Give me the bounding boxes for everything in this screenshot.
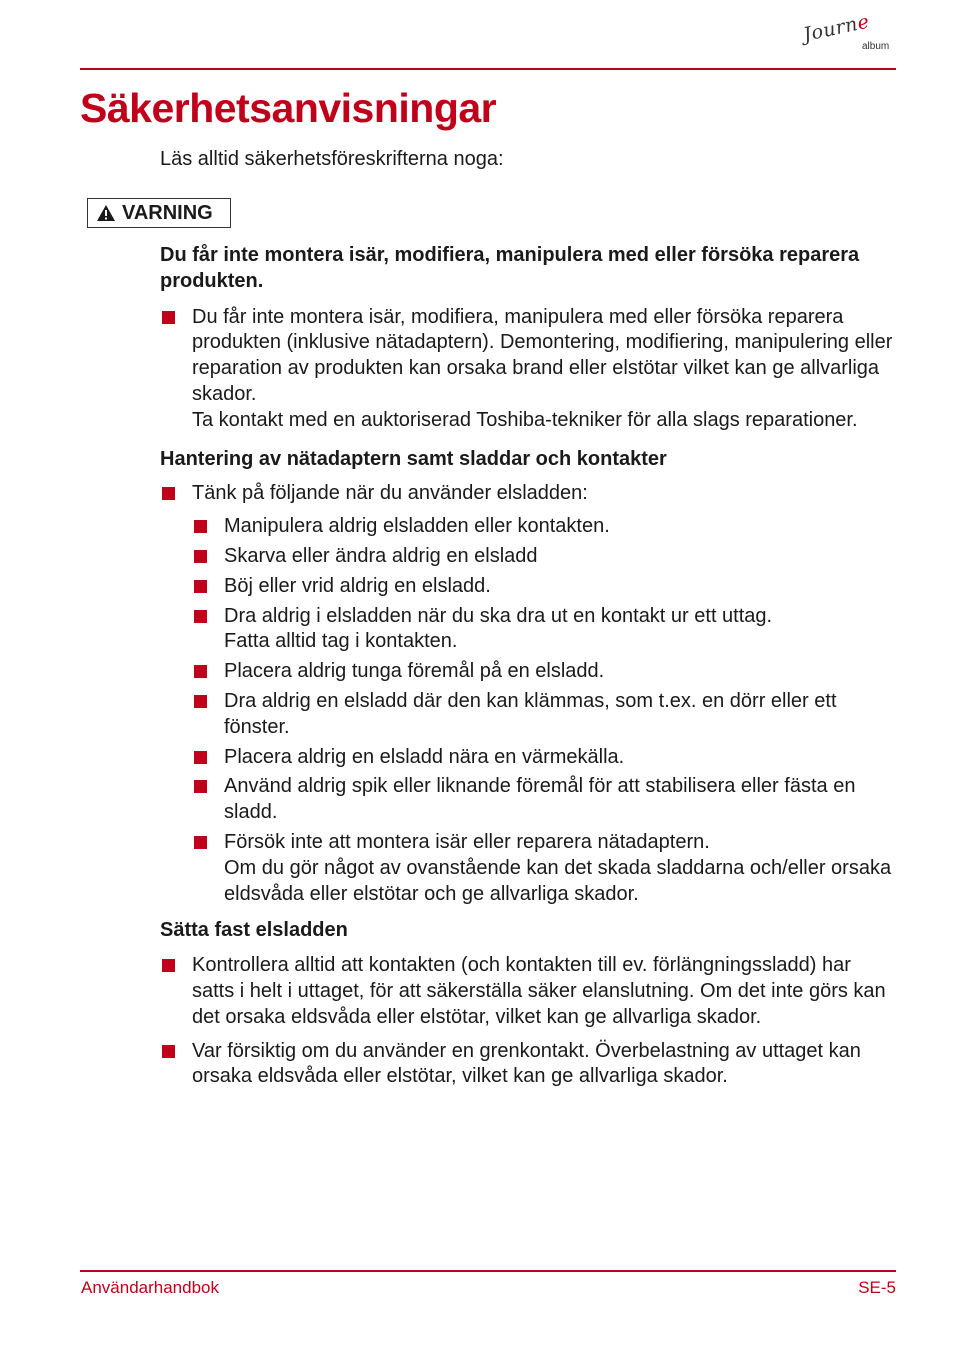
page-number: SE-5	[858, 1278, 896, 1297]
logo-sub: album	[862, 41, 890, 52]
square-bullet-icon	[194, 695, 207, 708]
list-item: Använd aldrig spik eller liknande föremål för att stabilisera eller fästa en sladd.	[192, 774, 895, 826]
section-heading-attach-cord: Sätta fast elsladden	[160, 919, 348, 942]
square-bullet-icon	[194, 665, 207, 678]
list-item: Manipulera aldrig elsladden eller kontakten.	[192, 514, 895, 540]
section-heading-adapter: Hantering av nätadaptern samt sladdar och kontakter	[160, 447, 667, 470]
list-item-text: Ta kontakt med en auktoriserad Toshiba-tekniker för alla slags reparationer.	[192, 408, 858, 431]
square-bullet-icon	[194, 550, 207, 563]
list-item: Placera aldrig en elsladd nära en värmekälla.	[192, 745, 895, 771]
section-heading-disassembly: Du får inte montera isär, modifiera, manipulera med eller försöka reparera produkten.	[160, 244, 860, 292]
list-item: Dra aldrig en elsladd där den kan klämmas, som t.ex. en dörr eller ett fönster.	[192, 689, 895, 741]
cord-rules-list	[192, 514, 895, 907]
adapter-list	[160, 481, 895, 907]
list-item-text: Du får inte montera isär, modifiera, manipulera med eller försöka reparera produkten (inklusive nätadaptern). Demontering, modifiering, manipulering eller reparation av produkten kan orsaka brand eller elstötar vilket kan ge allvarliga skador.	[192, 305, 893, 405]
warning-triangle-icon	[96, 204, 116, 222]
list-item	[160, 481, 895, 907]
attach-cord-list	[160, 953, 895, 1090]
square-bullet-icon	[194, 580, 207, 593]
list-item-text: Tänk på följande när du använder elsladden:	[192, 482, 588, 505]
list-item	[160, 305, 895, 434]
square-bullet-icon	[162, 1045, 175, 1058]
list-item	[160, 1039, 895, 1091]
square-bullet-icon	[162, 959, 175, 972]
square-bullet-icon	[194, 780, 207, 793]
warning-label-box	[87, 198, 231, 228]
square-bullet-icon	[162, 487, 175, 500]
list-item: Placera aldrig tunga föremål på en elsladd.	[192, 659, 895, 685]
intro-text: Läs alltid säkerhetsföreskrifterna noga:	[160, 148, 504, 170]
square-bullet-icon	[194, 610, 207, 623]
list-item: Böj eller vrid aldrig en elsladd.	[192, 574, 895, 600]
footer-manual-title: Användarhandbok	[81, 1278, 220, 1297]
logo-script: Journe	[801, 10, 872, 46]
list-item: Dra aldrig i elsladden när du ska dra ut en kontakt ur ett uttag. Fatta alltid tag i kontakten.	[192, 604, 895, 656]
list-item-text: Kontrollera alltid att kontakten (och kontakten till ev. förlängningssladd) har satts i helt i uttaget, för att säkerställa säker elanslutning. Om det inte görs kan det orsaka eldsvåda eller elstötar, vilket kan ge allvarliga skador.	[192, 954, 886, 1028]
list-item: Försök inte att montera isär eller reparera nätadaptern. Om du gör något av ovanstående kan det skada sladdarna och/eller orsaka eldsvåda eller elstötar och ge allvarliga skador.	[192, 830, 895, 907]
header-divider	[80, 68, 896, 70]
list-item: Skarva eller ändra aldrig en elsladd	[192, 544, 895, 570]
warning-label: VARNING	[122, 201, 213, 224]
disassembly-list	[160, 305, 895, 434]
list-item-text: Var försiktig om du använder en grenkontakt. Överbelastning av uttaget kan orsaka eldsvåda eller elstötar, vilket kan ge allvarliga skador.	[192, 1039, 861, 1088]
square-bullet-icon	[194, 751, 207, 764]
square-bullet-icon	[194, 520, 207, 533]
square-bullet-icon	[194, 836, 207, 849]
page-title: Säkerhetsanvisningar	[80, 85, 497, 131]
list-item	[160, 953, 895, 1030]
square-bullet-icon	[162, 311, 175, 324]
journe-album-logo	[801, 10, 898, 60]
footer-divider	[80, 1270, 896, 1272]
main-content	[160, 243, 895, 1090]
